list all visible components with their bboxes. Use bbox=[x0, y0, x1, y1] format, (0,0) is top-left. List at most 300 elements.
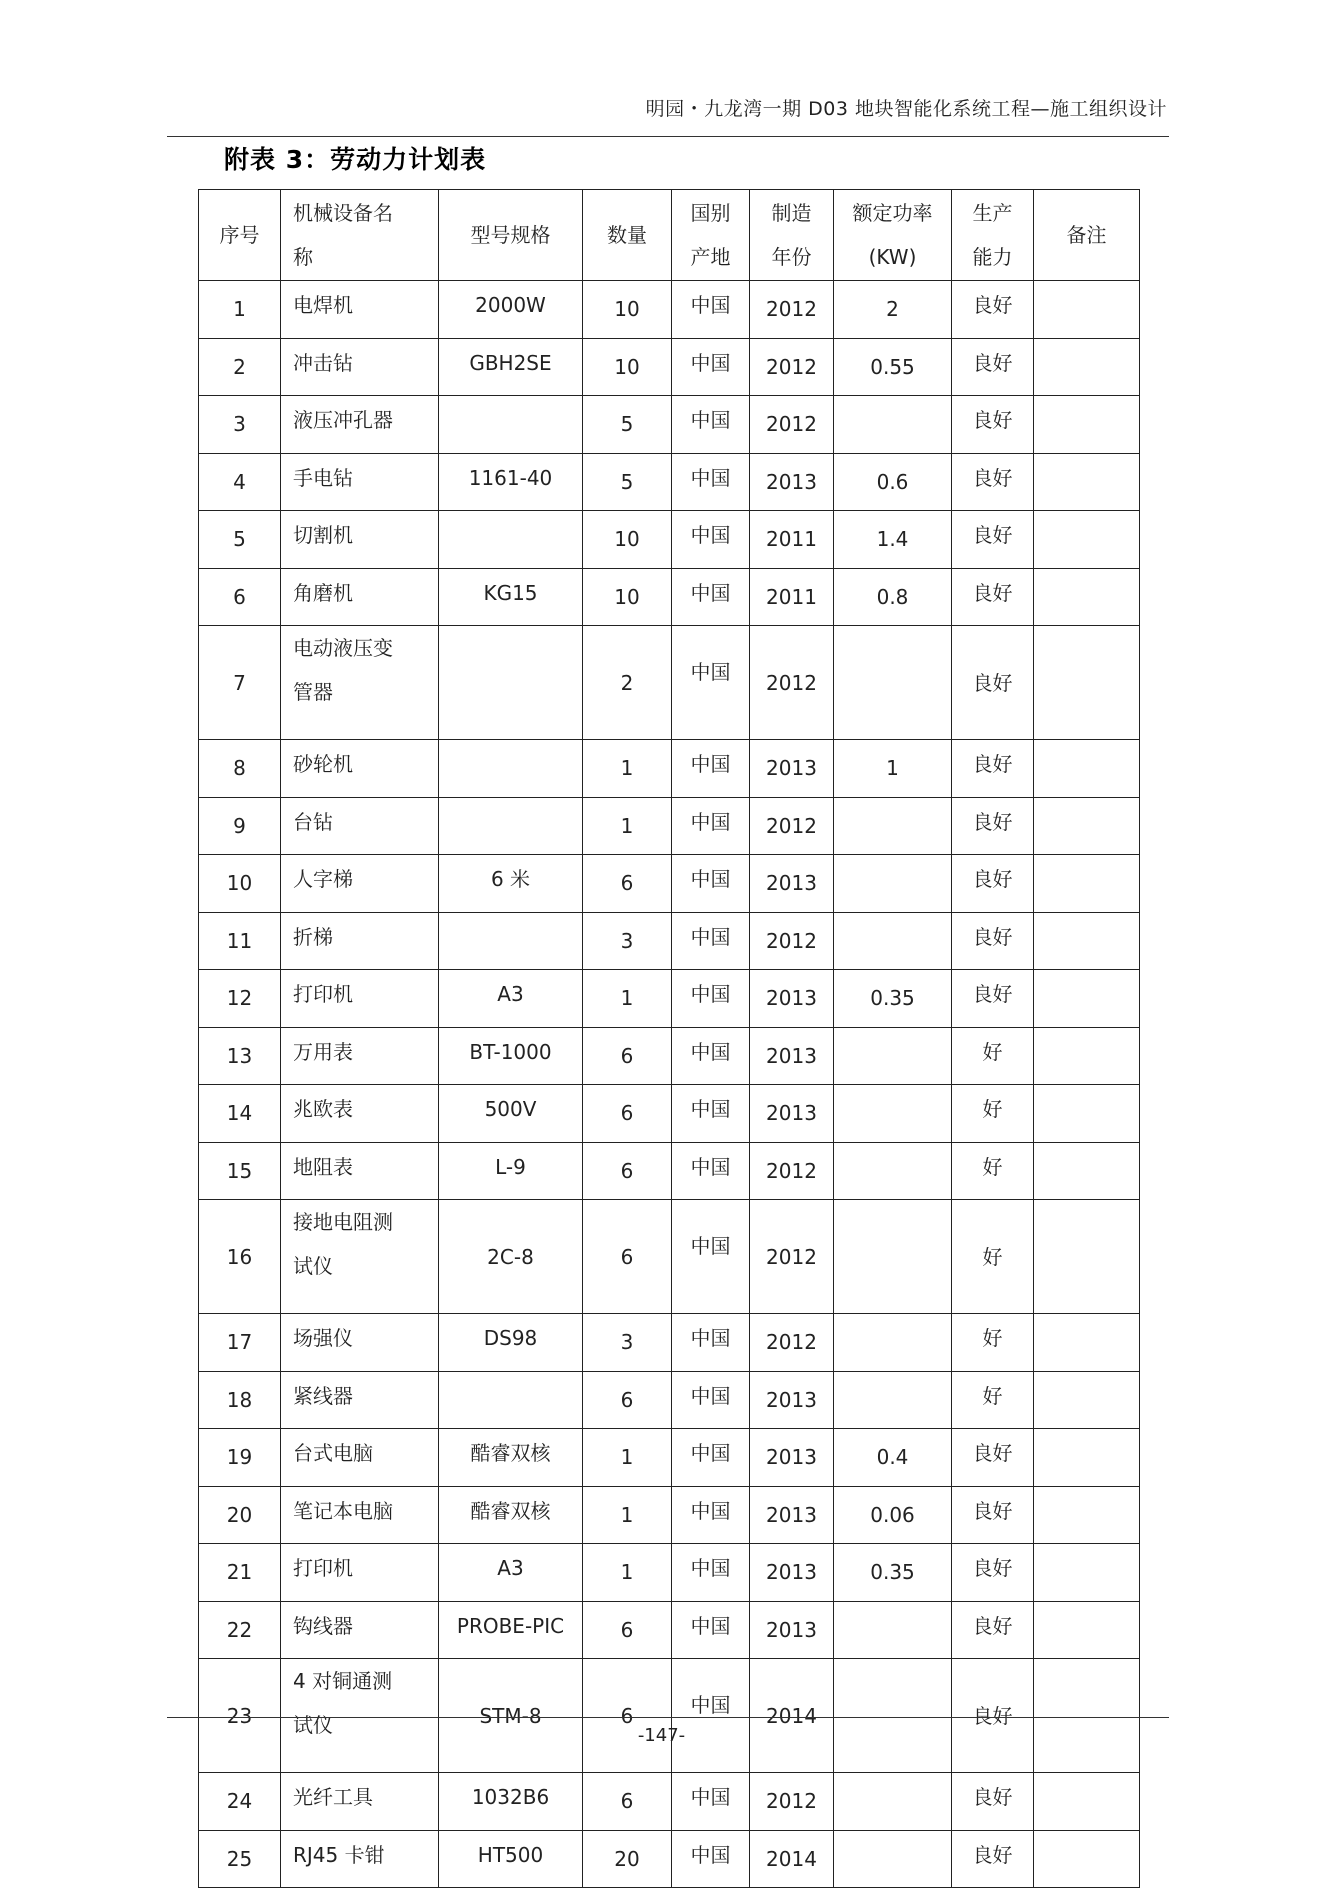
cell-name bbox=[281, 912, 439, 970]
cell-qty bbox=[583, 626, 672, 740]
cell-qty bbox=[583, 1773, 672, 1831]
cell-no bbox=[199, 1429, 281, 1487]
cell-qty bbox=[583, 970, 672, 1028]
cell-power bbox=[834, 740, 952, 798]
cell-model bbox=[439, 338, 583, 396]
cell-no bbox=[199, 1544, 281, 1602]
cell-qty-text: 6 bbox=[620, 1158, 634, 1183]
cell-qty-text: 6 bbox=[620, 1703, 634, 1728]
cell-year-text: 2013 bbox=[766, 1617, 817, 1642]
cell-no-text: 20 bbox=[226, 1502, 253, 1527]
cell-capacity-text: 良好 bbox=[972, 924, 1013, 949]
cell-year bbox=[750, 855, 834, 913]
cell-no bbox=[199, 1659, 281, 1773]
cell-power bbox=[834, 1085, 952, 1143]
cell-no bbox=[199, 453, 281, 511]
cell-note bbox=[1034, 1830, 1140, 1888]
table-row bbox=[199, 1486, 1140, 1544]
cell-no-text: 25 bbox=[226, 1846, 253, 1871]
cell-no bbox=[199, 396, 281, 454]
cell-qty-text: 6 bbox=[620, 1617, 634, 1642]
cell-model-text: PROBE-PIC bbox=[456, 1613, 565, 1638]
cell-name-text: 兆欧表 bbox=[293, 1097, 353, 1121]
col-header-origin: 国别 产地 bbox=[672, 190, 750, 281]
cell-capacity-text: 好 bbox=[982, 1244, 1003, 1269]
cell-qty-text: 1 bbox=[620, 1445, 634, 1470]
table-title: 附表 3：劳动力计划表 bbox=[224, 145, 487, 174]
cell-qty bbox=[583, 1659, 672, 1773]
cell-capacity-text: 好 bbox=[982, 1039, 1003, 1064]
cell-name-text: 电动液压变 管器 bbox=[293, 636, 393, 704]
cell-year bbox=[750, 1200, 834, 1314]
cell-model bbox=[439, 1601, 583, 1659]
cell-capacity-text: 良好 bbox=[972, 523, 1013, 547]
cell-year-text: 2012 bbox=[766, 1789, 817, 1814]
cell-capacity bbox=[952, 1659, 1034, 1773]
cell-power bbox=[834, 1200, 952, 1314]
cell-model-text: HT500 bbox=[477, 1842, 544, 1867]
cell-name-text: 打印机 bbox=[293, 1556, 353, 1580]
col-header-model: 型号规格 bbox=[439, 190, 583, 281]
cell-year bbox=[750, 740, 834, 798]
cell-origin bbox=[672, 797, 750, 855]
cell-name bbox=[281, 511, 439, 569]
cell-capacity bbox=[952, 1371, 1034, 1429]
table-row bbox=[199, 626, 1140, 740]
cell-capacity bbox=[952, 1200, 1034, 1314]
cell-qty bbox=[583, 740, 672, 798]
cell-capacity-text: 良好 bbox=[972, 1556, 1013, 1580]
cell-name-text: 台式电脑 bbox=[293, 1441, 373, 1465]
cell-qty-text: 6 bbox=[620, 1244, 634, 1269]
cell-origin bbox=[672, 626, 750, 740]
cell-year-text: 2014 bbox=[766, 1703, 817, 1728]
cell-note bbox=[1034, 1142, 1140, 1200]
cell-power bbox=[834, 1429, 952, 1487]
cell-year-text: 2013 bbox=[766, 1445, 817, 1470]
table-row bbox=[199, 338, 1140, 396]
cell-model bbox=[439, 1486, 583, 1544]
cell-origin-text: 中国 bbox=[690, 408, 731, 432]
table-row bbox=[199, 1142, 1140, 1200]
cell-capacity bbox=[952, 396, 1034, 454]
cell-model bbox=[439, 1314, 583, 1372]
cell-name bbox=[281, 1601, 439, 1659]
cell-model bbox=[439, 855, 583, 913]
cell-note bbox=[1034, 970, 1140, 1028]
cell-capacity-text: 良好 bbox=[972, 1613, 1013, 1638]
cell-name bbox=[281, 1371, 439, 1429]
table-row bbox=[199, 970, 1140, 1028]
cell-no bbox=[199, 740, 281, 798]
cell-capacity bbox=[952, 970, 1034, 1028]
table-row bbox=[199, 1601, 1140, 1659]
cell-model-text: 1032B6 bbox=[471, 1785, 550, 1809]
cell-year-text: 2012 bbox=[766, 1158, 817, 1183]
cell-no-text: 18 bbox=[226, 1387, 253, 1412]
cell-note bbox=[1034, 396, 1140, 454]
cell-name-text: 切割机 bbox=[293, 523, 353, 547]
cell-origin bbox=[672, 1027, 750, 1085]
page-number: -147- bbox=[637, 1725, 686, 1746]
cell-capacity bbox=[952, 1085, 1034, 1143]
table-row bbox=[199, 912, 1140, 970]
cell-qty-text: 1 bbox=[620, 1560, 634, 1585]
cell-origin bbox=[672, 396, 750, 454]
cell-name-text: 电焊机 bbox=[293, 293, 353, 317]
cell-qty-text: 6 bbox=[620, 1789, 634, 1814]
cell-capacity bbox=[952, 1486, 1034, 1544]
cell-power bbox=[834, 797, 952, 855]
cell-name-text: RJ45 卡钳 bbox=[293, 1842, 385, 1867]
cell-model bbox=[439, 568, 583, 626]
cell-model bbox=[439, 912, 583, 970]
cell-name bbox=[281, 568, 439, 626]
cell-year-text: 2013 bbox=[766, 1502, 817, 1527]
cell-capacity bbox=[952, 1601, 1034, 1659]
cell-year-text: 2013 bbox=[766, 756, 817, 781]
cell-qty bbox=[583, 1429, 672, 1487]
cell-origin-text: 中国 bbox=[690, 1383, 731, 1408]
footer-divider bbox=[167, 1717, 1169, 1718]
cell-no-text: 4 bbox=[233, 469, 246, 494]
cell-no-text: 13 bbox=[226, 1043, 253, 1068]
cell-origin bbox=[672, 1601, 750, 1659]
table-row bbox=[199, 1773, 1140, 1831]
cell-name-text: 打印机 bbox=[293, 982, 353, 1006]
cell-name-text: 场强仪 bbox=[293, 1326, 353, 1350]
cell-origin bbox=[672, 1142, 750, 1200]
cell-origin bbox=[672, 338, 750, 396]
cell-origin-text: 中国 bbox=[690, 660, 731, 684]
cell-origin bbox=[672, 1429, 750, 1487]
cell-model-text: A3 bbox=[497, 982, 524, 1006]
cell-capacity bbox=[952, 1142, 1034, 1200]
cell-origin bbox=[672, 912, 750, 970]
cell-year-text: 2013 bbox=[766, 1387, 817, 1412]
cell-origin-text: 中国 bbox=[690, 1326, 731, 1350]
cell-qty bbox=[583, 568, 672, 626]
cell-note bbox=[1034, 797, 1140, 855]
cell-name-text: 冲击钻 bbox=[293, 350, 353, 375]
cell-origin-text: 中国 bbox=[690, 1842, 731, 1867]
cell-note bbox=[1034, 568, 1140, 626]
cell-capacity-text: 良好 bbox=[972, 408, 1013, 432]
cell-origin bbox=[672, 568, 750, 626]
cell-origin bbox=[672, 1085, 750, 1143]
cell-no bbox=[199, 797, 281, 855]
cell-power bbox=[834, 1601, 952, 1659]
cell-model-text: 2C-8 bbox=[487, 1244, 534, 1269]
cell-origin-text: 中国 bbox=[690, 1613, 731, 1638]
cell-no bbox=[199, 281, 281, 339]
cell-name-text: 地阻表 bbox=[293, 1154, 353, 1179]
cell-no bbox=[199, 511, 281, 569]
table-row bbox=[199, 396, 1140, 454]
cell-no-text: 8 bbox=[233, 756, 246, 781]
table-row bbox=[199, 1314, 1140, 1372]
cell-note bbox=[1034, 1659, 1140, 1773]
cell-no bbox=[199, 626, 281, 740]
cell-capacity bbox=[952, 568, 1034, 626]
cell-note bbox=[1034, 740, 1140, 798]
cell-no bbox=[199, 1830, 281, 1888]
cell-qty bbox=[583, 855, 672, 913]
cell-power-text: 2 bbox=[886, 297, 899, 322]
cell-qty bbox=[583, 1314, 672, 1372]
cell-model-text: DS98 bbox=[483, 1326, 538, 1350]
cell-capacity-text: 良好 bbox=[972, 1498, 1013, 1523]
cell-no bbox=[199, 1773, 281, 1831]
cell-capacity bbox=[952, 855, 1034, 913]
cell-no-text: 9 bbox=[233, 813, 246, 838]
cell-model bbox=[439, 1142, 583, 1200]
cell-origin bbox=[672, 281, 750, 339]
table-body bbox=[199, 281, 1140, 1888]
cell-qty-text: 10 bbox=[614, 527, 640, 552]
cell-name bbox=[281, 1830, 439, 1888]
cell-power bbox=[834, 453, 952, 511]
cell-model-text: BT-1000 bbox=[469, 1039, 552, 1064]
cell-power bbox=[834, 626, 952, 740]
cell-qty-text: 6 bbox=[620, 1387, 634, 1412]
cell-model-text: 500V bbox=[484, 1097, 537, 1121]
cell-year bbox=[750, 1659, 834, 1773]
cell-no bbox=[199, 970, 281, 1028]
cell-origin-text: 中国 bbox=[690, 982, 731, 1006]
cell-model bbox=[439, 1773, 583, 1831]
cell-capacity-text: 良好 bbox=[972, 1703, 1013, 1728]
cell-qty bbox=[583, 1544, 672, 1602]
cell-power bbox=[834, 1142, 952, 1200]
cell-capacity bbox=[952, 1773, 1034, 1831]
cell-no bbox=[199, 1314, 281, 1372]
cell-qty bbox=[583, 1486, 672, 1544]
cell-capacity bbox=[952, 453, 1034, 511]
cell-qty bbox=[583, 453, 672, 511]
cell-origin-text: 中国 bbox=[690, 523, 731, 547]
cell-name bbox=[281, 1429, 439, 1487]
cell-capacity bbox=[952, 1429, 1034, 1487]
cell-note bbox=[1034, 626, 1140, 740]
cell-year-text: 2013 bbox=[766, 986, 817, 1011]
cell-no bbox=[199, 1027, 281, 1085]
cell-power-text: 0.06 bbox=[870, 1502, 915, 1527]
cell-note bbox=[1034, 453, 1140, 511]
cell-no-text: 23 bbox=[226, 1703, 253, 1728]
cell-note bbox=[1034, 1314, 1140, 1372]
table-row bbox=[199, 797, 1140, 855]
cell-origin bbox=[672, 740, 750, 798]
cell-origin-text: 中国 bbox=[690, 1039, 731, 1064]
cell-power-text: 0.55 bbox=[870, 354, 915, 379]
table-row bbox=[199, 1830, 1140, 1888]
cell-name bbox=[281, 453, 439, 511]
cell-model bbox=[439, 396, 583, 454]
cell-model bbox=[439, 1659, 583, 1773]
cell-power bbox=[834, 855, 952, 913]
cell-year-text: 2013 bbox=[766, 1560, 817, 1585]
cell-origin bbox=[672, 511, 750, 569]
cell-power bbox=[834, 396, 952, 454]
cell-note bbox=[1034, 1371, 1140, 1429]
cell-note bbox=[1034, 281, 1140, 339]
cell-year-text: 2012 bbox=[766, 297, 817, 322]
cell-qty bbox=[583, 1085, 672, 1143]
cell-origin-text: 中国 bbox=[690, 1498, 731, 1523]
cell-name bbox=[281, 1027, 439, 1085]
cell-capacity-text: 良好 bbox=[972, 982, 1013, 1006]
cell-no bbox=[199, 1601, 281, 1659]
cell-capacity-text: 良好 bbox=[972, 580, 1013, 605]
cell-note bbox=[1034, 511, 1140, 569]
cell-name bbox=[281, 626, 439, 740]
cell-no bbox=[199, 1085, 281, 1143]
cell-capacity bbox=[952, 281, 1034, 339]
cell-origin-text: 中国 bbox=[690, 1441, 731, 1465]
cell-year bbox=[750, 1085, 834, 1143]
cell-model bbox=[439, 1027, 583, 1085]
cell-model-text: STM-8 bbox=[479, 1703, 542, 1728]
cell-year bbox=[750, 912, 834, 970]
cell-capacity-text: 良好 bbox=[972, 809, 1013, 834]
cell-power bbox=[834, 1314, 952, 1372]
cell-year-text: 2013 bbox=[766, 469, 817, 494]
cell-origin bbox=[672, 1659, 750, 1773]
col-header-note: 备注 bbox=[1034, 190, 1140, 281]
cell-qty-text: 1 bbox=[620, 756, 634, 781]
cell-name bbox=[281, 281, 439, 339]
cell-origin-text: 中国 bbox=[690, 867, 731, 891]
cell-qty-text: 1 bbox=[620, 1502, 634, 1527]
cell-name-text: 笔记本电脑 bbox=[293, 1498, 393, 1523]
cell-no-text: 19 bbox=[226, 1445, 253, 1470]
cell-no-text: 11 bbox=[226, 928, 253, 953]
cell-year-text: 2013 bbox=[766, 1101, 817, 1126]
cell-qty bbox=[583, 1371, 672, 1429]
cell-no-text: 5 bbox=[233, 527, 246, 552]
cell-year-text: 2012 bbox=[766, 412, 817, 437]
cell-capacity bbox=[952, 338, 1034, 396]
cell-qty-text: 6 bbox=[620, 871, 634, 896]
cell-model bbox=[439, 1200, 583, 1314]
cell-year-text: 2012 bbox=[766, 670, 817, 695]
cell-name-text: 砂轮机 bbox=[293, 752, 353, 776]
cell-name bbox=[281, 1142, 439, 1200]
col-header-capacity: 生产 能力 bbox=[952, 190, 1034, 281]
cell-year bbox=[750, 1142, 834, 1200]
cell-year bbox=[750, 1314, 834, 1372]
cell-capacity bbox=[952, 1830, 1034, 1888]
cell-note bbox=[1034, 1773, 1140, 1831]
cell-name-text: 接地电阻测 试仪 bbox=[293, 1210, 393, 1278]
cell-model bbox=[439, 970, 583, 1028]
cell-model-text: GBH2SE bbox=[469, 350, 552, 375]
cell-power-text: 1 bbox=[886, 756, 899, 781]
table-row bbox=[199, 511, 1140, 569]
cell-qty bbox=[583, 1027, 672, 1085]
table-row bbox=[199, 453, 1140, 511]
cell-capacity-text: 好 bbox=[982, 1097, 1003, 1121]
cell-note bbox=[1034, 912, 1140, 970]
cell-year-text: 2013 bbox=[766, 871, 817, 896]
cell-qty bbox=[583, 511, 672, 569]
cell-year-text: 2012 bbox=[766, 1330, 817, 1355]
header-divider bbox=[167, 136, 1169, 137]
cell-no bbox=[199, 1200, 281, 1314]
cell-qty-text: 1 bbox=[620, 813, 634, 838]
table-row bbox=[199, 1200, 1140, 1314]
table-row bbox=[199, 1544, 1140, 1602]
cell-model bbox=[439, 1830, 583, 1888]
cell-year bbox=[750, 1830, 834, 1888]
cell-power bbox=[834, 511, 952, 569]
cell-origin-text: 中国 bbox=[690, 1785, 731, 1809]
cell-qty bbox=[583, 1200, 672, 1314]
cell-year bbox=[750, 1773, 834, 1831]
cell-origin-text: 中国 bbox=[690, 465, 731, 490]
cell-name-text: 台钻 bbox=[293, 809, 333, 834]
cell-name-text: 液压冲孔器 bbox=[293, 408, 393, 432]
cell-capacity bbox=[952, 1544, 1034, 1602]
cell-capacity bbox=[952, 797, 1034, 855]
cell-no-text: 6 bbox=[233, 584, 246, 609]
cell-name bbox=[281, 1486, 439, 1544]
cell-power bbox=[834, 338, 952, 396]
cell-model bbox=[439, 626, 583, 740]
cell-name bbox=[281, 1544, 439, 1602]
cell-capacity bbox=[952, 626, 1034, 740]
cell-power bbox=[834, 1371, 952, 1429]
cell-origin bbox=[672, 855, 750, 913]
cell-note bbox=[1034, 1601, 1140, 1659]
cell-model bbox=[439, 1429, 583, 1487]
cell-power bbox=[834, 281, 952, 339]
cell-capacity-text: 良好 bbox=[972, 867, 1013, 891]
cell-year bbox=[750, 970, 834, 1028]
cell-capacity-text: 良好 bbox=[972, 350, 1013, 375]
table-row bbox=[199, 1659, 1140, 1773]
cell-origin-text: 中国 bbox=[690, 1154, 731, 1179]
page-header: 明园・九龙湾一期 D03 地块智能化系统工程—施工组织设计 bbox=[645, 98, 1167, 120]
cell-note bbox=[1034, 1486, 1140, 1544]
cell-note bbox=[1034, 338, 1140, 396]
cell-name bbox=[281, 1659, 439, 1773]
table-row bbox=[199, 1085, 1140, 1143]
cell-origin-text: 中国 bbox=[690, 1234, 731, 1258]
cell-origin-text: 中国 bbox=[690, 809, 731, 834]
cell-model-text: 6 米 bbox=[490, 867, 531, 891]
cell-capacity bbox=[952, 1314, 1034, 1372]
cell-origin-text: 中国 bbox=[690, 1097, 731, 1121]
cell-power-text: 1.4 bbox=[876, 527, 909, 552]
cell-name-text: 光纤工具 bbox=[293, 1785, 373, 1809]
cell-model-text: 酷睿双核 bbox=[470, 1441, 551, 1465]
cell-capacity-text: 良好 bbox=[972, 293, 1013, 317]
cell-qty bbox=[583, 396, 672, 454]
cell-name-text: 折梯 bbox=[293, 924, 333, 949]
cell-note bbox=[1034, 1027, 1140, 1085]
cell-no bbox=[199, 912, 281, 970]
cell-origin-text: 中国 bbox=[690, 293, 731, 317]
cell-origin bbox=[672, 1773, 750, 1831]
table-row bbox=[199, 1371, 1140, 1429]
cell-model bbox=[439, 511, 583, 569]
cell-name bbox=[281, 855, 439, 913]
cell-model-text: A3 bbox=[497, 1556, 524, 1580]
cell-capacity-text: 良好 bbox=[972, 465, 1013, 490]
cell-power bbox=[834, 1659, 952, 1773]
